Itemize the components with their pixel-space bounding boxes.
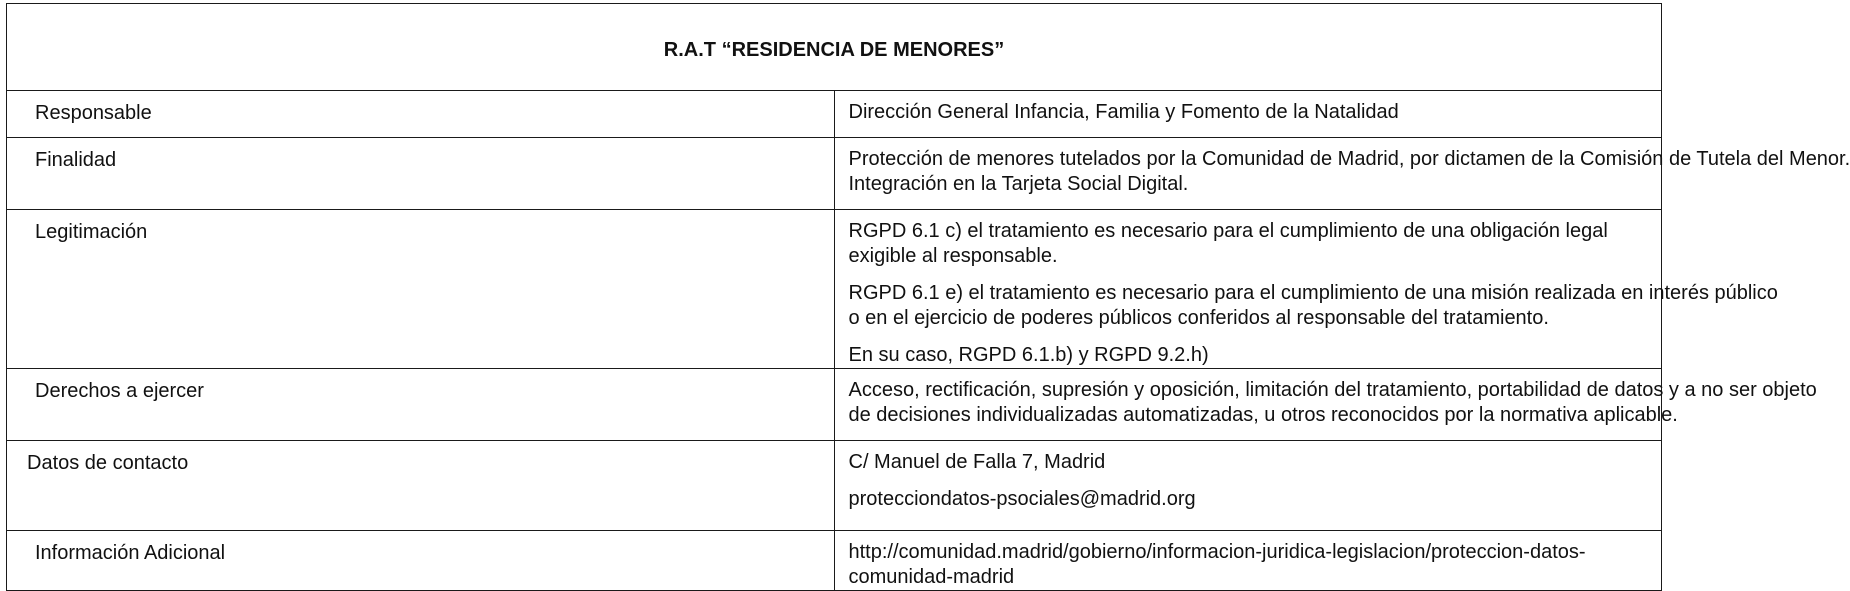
row-label-contacto: Datos de contacto [7, 441, 835, 531]
row-label-responsable: Responsable [7, 91, 835, 138]
table-row-contacto [7, 441, 1662, 531]
contact-address: C/ Manuel de Falla 7, Madrid [848, 451, 1106, 473]
derechos-line: de decisiones individualizadas automatizadas, u otros reconocidos por la normativa aplicable. [848, 404, 1678, 426]
legitimacion-paragraph-3: En su caso, RGPD 6.1.b) y RGPD 9.2.h) [848, 344, 1209, 366]
table-row-info [7, 531, 1662, 591]
legitimacion-paragraph-1: RGPD 6.1 c) el tratamiento es necesario para el cumplimiento de una obligación legal exigible al responsable. [848, 220, 1608, 267]
title-row [7, 4, 1662, 91]
contact-email[interactable]: protecciondatos-psociales@madrid.org [848, 488, 1196, 510]
row-value-legitimacion [834, 210, 1778, 369]
table-row-responsable [7, 91, 1662, 138]
row-value-contacto [834, 441, 1662, 531]
table-row-derechos [7, 369, 1662, 441]
table-title: R.A.T “RESIDENCIA DE MENORES” [7, 4, 1662, 91]
row-value-derechos [834, 369, 1817, 441]
row-label-finalidad: Finalidad [7, 138, 835, 210]
info-url-link[interactable]: http://comunidad.madrid/gobierno/informacion-juridica-legislacion/proteccion-datos-comunidad-madrid [834, 531, 1662, 591]
row-label-derechos: Derechos a ejercer [7, 369, 835, 441]
row-value-responsable: Dirección General Infancia, Familia y Fomento de la Natalidad [834, 91, 1662, 138]
finalidad-line: Protección de menores tutelados por la Comunidad de Madrid, por dictamen de la Comisión de Tutela del Menor. [848, 148, 1850, 170]
derechos-line: Acceso, rectificación, supresión y oposición, limitación del tratamiento, portabilidad de datos y a no ser objeto [848, 379, 1817, 401]
rat-table [6, 3, 1850, 591]
legitimacion-paragraph-2 [848, 281, 1778, 331]
row-value-finalidad [834, 138, 1850, 210]
row-label-info: Información Adicional [7, 531, 835, 591]
table-row-finalidad [7, 138, 1662, 210]
legitimacion-line: o en el ejercicio de poderes públicos conferidos al responsable del tratamiento. [848, 307, 1549, 329]
legitimacion-line: RGPD 6.1 e) el tratamiento es necesario para el cumplimiento de una misión realizada en interés público [848, 282, 1778, 304]
row-label-legitimacion: Legitimación [7, 210, 835, 369]
table-row-legitimacion [7, 210, 1662, 369]
finalidad-line: Integración en la Tarjeta Social Digital. [848, 173, 1189, 195]
